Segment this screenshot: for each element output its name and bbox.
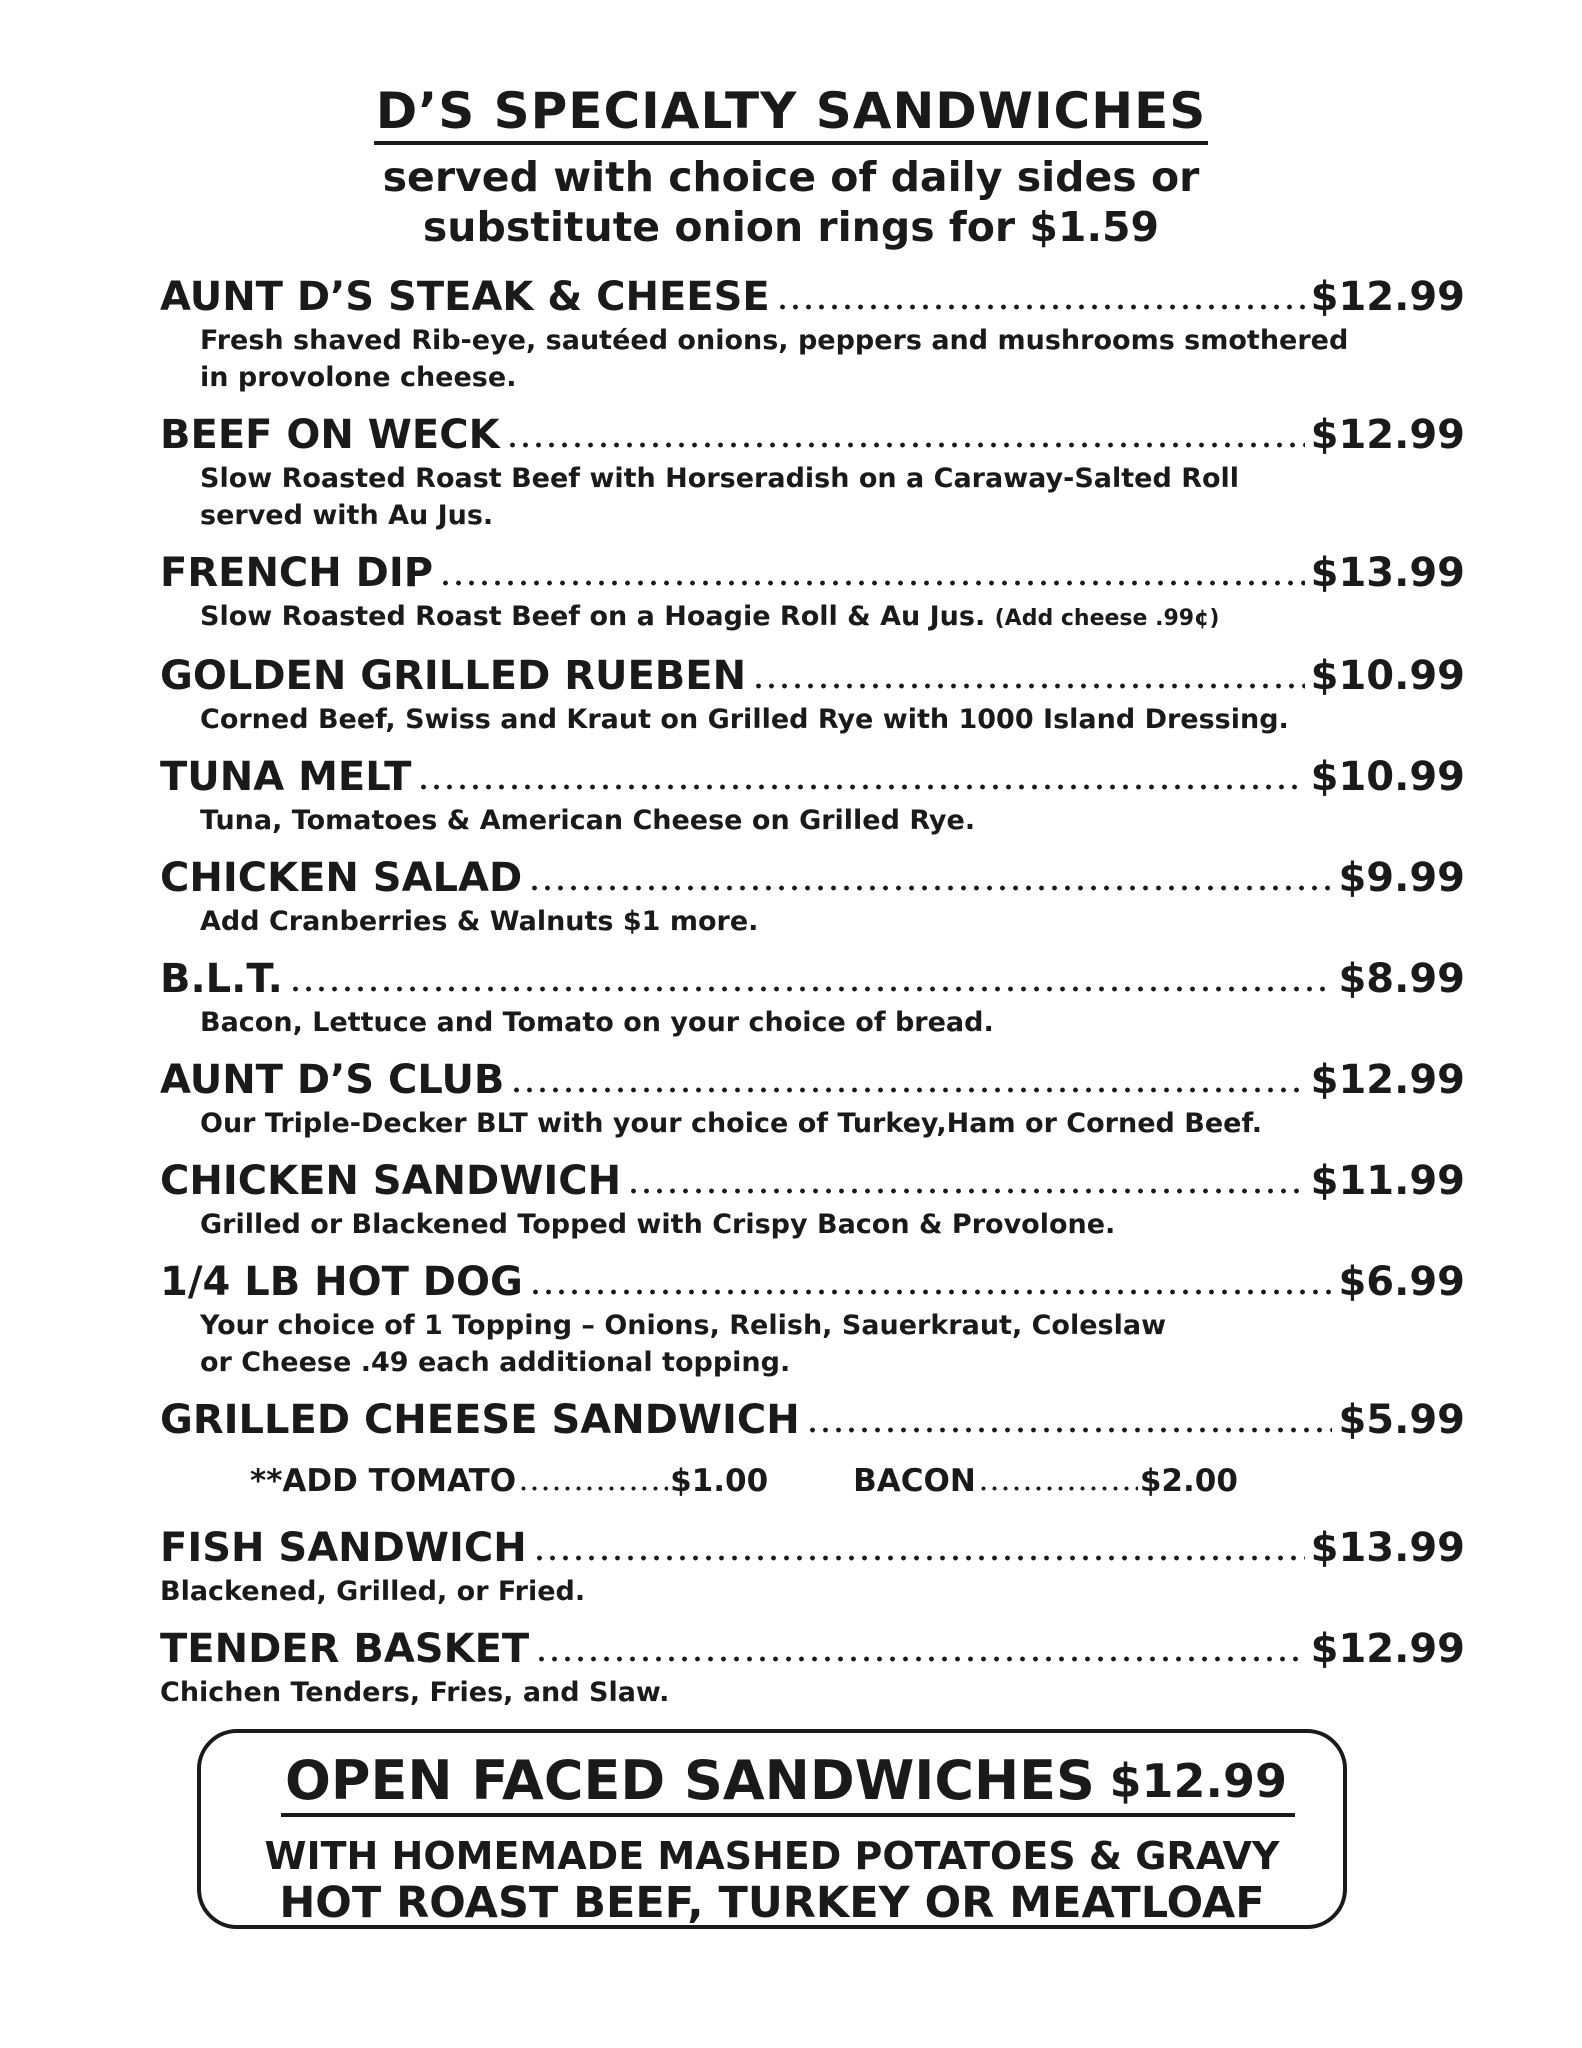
menu-item-description-text: Slow Roasted Roast Beef on a Hoagie Roll & Au Jus.	[200, 601, 986, 632]
dot-leader	[535, 1656, 1304, 1662]
menu-item-description-text: or Cheese .49 each additional topping.	[200, 1347, 791, 1378]
dot-leader	[978, 1486, 1138, 1491]
dot-leader	[439, 580, 1305, 586]
menu-item	[160, 954, 1465, 1041]
menu-item-description-text: served with Au Jus.	[200, 500, 494, 531]
menu-item-price: $10.99	[1310, 653, 1465, 699]
dot-leader	[627, 1188, 1305, 1194]
menu-item-price: $12.99	[1310, 412, 1465, 458]
open-faced-header	[281, 1749, 1295, 1817]
menu-item	[160, 1257, 1465, 1381]
menu-item	[160, 548, 1465, 637]
open-faced-line-1: WITH HOMEMADE MASHED POTATOES & GRAVY	[264, 1834, 1280, 1878]
menu-item-price: $12.99	[1310, 274, 1465, 320]
menu-item-description-text: Our Triple-Decker BLT with your choice of Turkey,Ham or Corned Beef.	[200, 1108, 1262, 1139]
menu-item	[160, 1523, 1465, 1610]
menu-item-name: CHICKEN SALAD	[160, 855, 523, 901]
dot-leader	[806, 1427, 1333, 1433]
menu-item-description	[160, 497, 1465, 534]
menu-item-description	[160, 460, 1465, 497]
menu-item-description-text: Add Cranberries & Walnuts $1 more.	[200, 906, 759, 937]
menu-item-row	[160, 548, 1465, 598]
menu-item-description	[160, 1674, 1465, 1711]
menu-item-row	[160, 651, 1465, 701]
open-faced-box	[197, 1729, 1347, 1929]
menu-item-price: $11.99	[1310, 1158, 1465, 1204]
menu-item	[160, 1395, 1465, 1445]
menu-item-name: AUNT D’S CLUB	[160, 1057, 505, 1103]
menu-item-price: $13.99	[1310, 1525, 1465, 1571]
menu-item-name: FRENCH DIP	[160, 550, 434, 596]
menu-item-row	[160, 272, 1465, 322]
menu-item-row	[160, 1156, 1465, 1206]
menu-item-name: 1/4 LB HOT DOG	[160, 1259, 523, 1305]
menu-item-description	[160, 701, 1465, 738]
menu-item-price: $12.99	[1310, 1626, 1465, 1672]
menu-item	[160, 272, 1465, 396]
addons-row	[160, 1459, 1465, 1503]
menu-item-name: TENDER BASKET	[160, 1626, 530, 1672]
menu-item	[160, 1055, 1465, 1142]
menu-item	[160, 1624, 1465, 1711]
menu-item	[160, 853, 1465, 940]
menu-item-row	[160, 853, 1465, 903]
menu-item-description	[160, 1105, 1465, 1142]
menu-item	[160, 752, 1465, 839]
menu-item-description	[160, 1206, 1465, 1243]
open-faced-title: OPEN FACED SANDWICHES	[285, 1749, 1095, 1812]
menu-item-price: $12.99	[1310, 1057, 1465, 1103]
menu-item	[160, 651, 1465, 738]
menu-item-name: TUNA MELT	[160, 754, 412, 800]
menu-item-note: (Add cheese .99¢)	[994, 606, 1220, 631]
addon-tomato-price: $1.00	[670, 1463, 769, 1499]
menu-item-name: GOLDEN GRILLED RUEBEN	[160, 653, 747, 699]
menu-item-price: $13.99	[1310, 550, 1465, 596]
dot-leader	[528, 885, 1332, 891]
addon-bacon-price: $2.00	[1139, 1463, 1238, 1499]
subtitle-line-1: served with choice of daily sides or	[382, 153, 1200, 201]
addon-bacon-label: BACON	[853, 1463, 976, 1499]
menu-item-description-text: Corned Beef, Swiss and Kraut on Grilled Rye with 1000 Island Dressing.	[200, 704, 1289, 735]
open-faced-price: $12.99	[1109, 1754, 1287, 1808]
dot-leader	[533, 1555, 1305, 1561]
menu-item-price: $10.99	[1310, 754, 1465, 800]
menu-item	[160, 1156, 1465, 1243]
menu-item-row	[160, 752, 1465, 802]
menu-item-description-text: Blackened, Grilled, or Fried.	[160, 1576, 586, 1607]
menu-item-description	[160, 903, 1465, 940]
menu-item-name: B.L.T.	[160, 956, 283, 1002]
menu-item-name: BEEF ON WECK	[160, 412, 500, 458]
dot-leader	[752, 683, 1305, 689]
dot-leader	[510, 1087, 1304, 1093]
menu-item-price: $9.99	[1338, 855, 1465, 901]
menu-item-description-text: Tuna, Tomatoes & American Cheese on Grilled Rye.	[200, 805, 976, 836]
menu-item-description	[160, 1004, 1465, 1041]
menu-item-description	[160, 1573, 1465, 1610]
menu-item-row	[160, 954, 1465, 1004]
menu-item-name: FISH SANDWICH	[160, 1525, 527, 1571]
menu-item-description-text: Your choice of 1 Topping – Onions, Relish, Sauerkraut, Coleslaw	[200, 1310, 1167, 1341]
menu-item-description-text: Grilled or Blackened Topped with Crispy Bacon & Provolone.	[200, 1209, 1116, 1240]
menu-item-name: CHICKEN SANDWICH	[160, 1158, 622, 1204]
menu-item-row	[160, 410, 1465, 460]
addon-tomato	[250, 1459, 768, 1503]
menu-title: D’S SPECIALTY SANDWICHES	[0, 82, 1582, 145]
addon-tomato-label: **ADD TOMATO	[250, 1463, 517, 1499]
menu-item-description	[160, 359, 1465, 396]
menu-item-row	[160, 1257, 1465, 1307]
menu-item	[160, 410, 1465, 534]
menu-item-name: GRILLED CHEESE SANDWICH	[160, 1397, 800, 1443]
menu-item-name: AUNT D’S STEAK & CHEESE	[160, 274, 770, 320]
menu-item-description	[160, 1344, 1465, 1381]
menu-item-description-text: Chichen Tenders, Fries, and Slaw.	[160, 1677, 670, 1708]
dot-leader	[518, 1486, 668, 1491]
menu-item-row	[160, 1395, 1465, 1445]
dot-leader	[776, 304, 1305, 310]
dot-leader	[529, 1289, 1333, 1295]
menu-item-description-text: in provolone cheese.	[200, 362, 517, 393]
menu-subtitle	[0, 152, 1582, 252]
menu-item-row	[160, 1055, 1465, 1105]
subtitle-line-2: substitute onion rings for $1.59	[422, 203, 1160, 251]
open-faced-line-2: HOT ROAST BEEF, TURKEY OR MEATLOAF	[279, 1878, 1265, 1928]
menu-item-row	[160, 1624, 1465, 1674]
addon-bacon	[853, 1459, 1238, 1503]
dot-leader	[417, 784, 1304, 790]
menu-item-price: $8.99	[1338, 956, 1465, 1002]
dot-leader	[506, 442, 1305, 448]
menu-item-row	[160, 1523, 1465, 1573]
menu-item-description	[160, 598, 1465, 637]
menu-item-price: $6.99	[1338, 1259, 1465, 1305]
menu-item-description	[160, 1307, 1465, 1344]
menu-item-description-text: Slow Roasted Roast Beef with Horseradish on a Caraway-Salted Roll	[200, 463, 1240, 494]
menu-item-description-text: Fresh shaved Rib-eye, sautéed onions, peppers and mushrooms smothered	[200, 325, 1349, 356]
sandwich-list	[160, 272, 1465, 1725]
menu-item-price: $5.99	[1338, 1397, 1465, 1443]
menu-item-description	[160, 322, 1465, 359]
menu-item-description-text: Bacon, Lettuce and Tomato on your choice of bread.	[200, 1007, 994, 1038]
dot-leader	[289, 986, 1333, 992]
menu-item-description	[160, 802, 1465, 839]
